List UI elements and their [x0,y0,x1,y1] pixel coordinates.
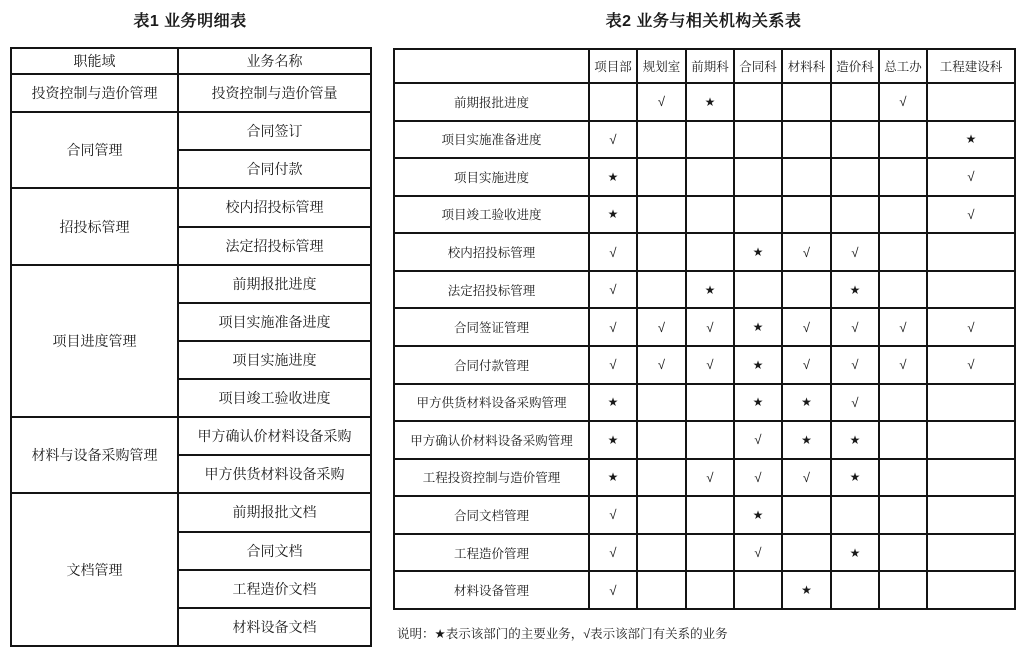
domain-cell: 合同管理 [11,112,178,188]
table1-header-business: 业务名称 [178,48,371,74]
table2-title: 表2 业务与相关机构关系表 [605,13,802,30]
empty-mark-cell [927,384,1015,422]
table2-row [394,196,1015,234]
primary-mark-cell: ★ [734,308,782,346]
primary-mark-cell: ★ [927,121,1015,159]
empty-mark-cell [879,196,927,234]
empty-mark-cell [927,271,1015,309]
related-mark-cell: √ [686,308,734,346]
related-mark-cell: √ [637,83,686,121]
empty-mark-cell [927,571,1015,609]
primary-mark-cell: ★ [831,534,879,572]
table2-row [394,571,1015,609]
business-name-cell: 工程造价文档 [178,570,371,608]
business-name-cell: 校内招投标管理 [394,233,589,271]
empty-mark-cell [686,158,734,196]
related-mark-cell: √ [686,346,734,384]
business-name-cell: 校内招投标管理 [178,188,371,226]
business-name-cell: 合同付款管理 [394,346,589,384]
primary-mark-cell: ★ [589,459,637,497]
table2-row [394,308,1015,346]
business-name-cell: 项目竣工验收进度 [394,196,589,234]
empty-mark-cell [879,384,927,422]
related-mark-cell: √ [831,308,879,346]
related-mark-cell: √ [782,308,831,346]
empty-mark-cell [879,496,927,534]
empty-mark-cell [686,421,734,459]
primary-mark-cell: ★ [831,421,879,459]
table1-row [11,112,371,150]
related-mark-cell: √ [927,196,1015,234]
empty-mark-cell [637,534,686,572]
table2-row [394,233,1015,271]
empty-mark-cell [686,233,734,271]
business-detail-table [10,47,372,647]
related-mark-cell: √ [927,308,1015,346]
related-mark-cell: √ [927,346,1015,384]
primary-mark-cell: ★ [589,196,637,234]
business-org-relation-table [393,48,1016,610]
primary-mark-cell: ★ [782,421,831,459]
empty-mark-cell [637,271,686,309]
empty-mark-cell [637,459,686,497]
business-name-cell: 项目实施进度 [178,341,371,379]
related-mark-cell: √ [589,496,637,534]
related-mark-cell: √ [831,346,879,384]
business-name-cell: 法定招投标管理 [394,271,589,309]
business-name-cell: 材料设备管理 [394,571,589,609]
table2-row [394,121,1015,159]
business-name-cell: 项目竣工验收进度 [178,379,371,417]
business-name-cell: 项目实施进度 [394,158,589,196]
empty-mark-cell [879,158,927,196]
table1-header-row [11,48,371,74]
domain-cell: 投资控制与造价管理 [11,74,178,112]
primary-mark-cell: ★ [734,346,782,384]
empty-mark-cell [782,158,831,196]
table2-row [394,496,1015,534]
empty-mark-cell [782,121,831,159]
primary-mark-cell: ★ [734,233,782,271]
empty-mark-cell [734,196,782,234]
related-mark-cell: √ [589,271,637,309]
table1-row [11,493,371,531]
empty-mark-cell [637,384,686,422]
empty-mark-cell [637,496,686,534]
empty-mark-cell [879,571,927,609]
empty-mark-cell [686,496,734,534]
related-mark-cell: √ [734,534,782,572]
related-mark-cell: √ [589,121,637,159]
related-mark-cell: √ [589,534,637,572]
primary-mark-cell: ★ [686,83,734,121]
business-name-cell: 工程造价管理 [394,534,589,572]
empty-mark-cell [637,233,686,271]
empty-mark-cell [927,459,1015,497]
empty-mark-cell [686,384,734,422]
table2-row [394,459,1015,497]
related-mark-cell: √ [589,233,637,271]
related-mark-cell: √ [782,346,831,384]
legend-note: 说明：★表示该部门的主要业务，√表示该部门有关系的业务 [397,627,728,641]
business-name-cell: 甲方供货材料设备采购管理 [394,384,589,422]
related-mark-cell: √ [879,346,927,384]
primary-mark-cell: ★ [589,421,637,459]
table1-title: 表1 业务明细表 [133,13,247,30]
primary-mark-cell: ★ [831,459,879,497]
business-name-cell: 项目实施准备进度 [178,303,371,341]
related-mark-cell: √ [734,459,782,497]
business-name-cell: 项目实施准备进度 [394,121,589,159]
related-mark-cell: √ [927,158,1015,196]
table1-body [11,74,371,646]
empty-mark-cell [927,496,1015,534]
empty-mark-cell [637,121,686,159]
empty-mark-cell [734,121,782,159]
table1-row [11,265,371,303]
empty-mark-cell [879,421,927,459]
empty-mark-cell [879,271,927,309]
empty-mark-cell [927,534,1015,572]
business-name-cell: 合同签订 [178,112,371,150]
empty-mark-cell [734,271,782,309]
related-mark-cell: √ [589,308,637,346]
related-mark-cell: √ [879,308,927,346]
table1-header-domain: 职能域 [11,48,178,74]
empty-mark-cell [782,196,831,234]
empty-mark-cell [686,121,734,159]
business-name-cell: 合同签证管理 [394,308,589,346]
domain-cell: 文档管理 [11,493,178,646]
primary-mark-cell: ★ [831,271,879,309]
related-mark-cell: √ [637,346,686,384]
empty-mark-cell [686,196,734,234]
table2-row [394,158,1015,196]
empty-mark-cell [686,571,734,609]
table2-row [394,346,1015,384]
table2-corner-cell [394,49,589,83]
empty-mark-cell [927,83,1015,121]
empty-mark-cell [782,83,831,121]
related-mark-cell: √ [831,384,879,422]
org-column-header: 合同科 [734,49,782,83]
primary-mark-cell: ★ [686,271,734,309]
business-name-cell: 甲方供货材料设备采购 [178,455,371,493]
table2-row [394,271,1015,309]
org-column-header: 总工办 [879,49,927,83]
related-mark-cell: √ [589,571,637,609]
table1-row [11,74,371,112]
org-column-header: 材料科 [782,49,831,83]
business-name-cell: 材料设备文档 [178,608,371,646]
business-name-cell: 甲方确认价材料设备采购 [178,417,371,455]
related-mark-cell: √ [879,83,927,121]
table1-row [11,188,371,226]
empty-mark-cell [831,121,879,159]
related-mark-cell: √ [782,233,831,271]
empty-mark-cell [831,496,879,534]
org-column-header: 前期科 [686,49,734,83]
domain-cell: 项目进度管理 [11,265,178,418]
empty-mark-cell [831,571,879,609]
empty-mark-cell [879,121,927,159]
primary-mark-cell: ★ [589,158,637,196]
empty-mark-cell [637,196,686,234]
business-name-cell: 合同文档 [178,532,371,570]
empty-mark-cell [734,571,782,609]
empty-mark-cell [927,233,1015,271]
related-mark-cell: √ [637,308,686,346]
org-column-header: 规划室 [637,49,686,83]
related-mark-cell: √ [686,459,734,497]
empty-mark-cell [734,83,782,121]
empty-mark-cell [831,196,879,234]
table2-row [394,384,1015,422]
related-mark-cell: √ [589,346,637,384]
business-name-cell: 投资控制与造价管量 [178,74,371,112]
table2-header-row [394,49,1015,83]
primary-mark-cell: ★ [734,496,782,534]
business-name-cell: 前期报批进度 [394,83,589,121]
org-column-header: 工程建设科 [927,49,1015,83]
empty-mark-cell [782,271,831,309]
business-name-cell: 前期报批文档 [178,493,371,531]
empty-mark-cell [831,83,879,121]
empty-mark-cell [589,83,637,121]
related-mark-cell: √ [831,233,879,271]
business-name-cell: 合同付款 [178,150,371,188]
org-column-header: 项目部 [589,49,637,83]
empty-mark-cell [637,571,686,609]
domain-cell: 材料与设备采购管理 [11,417,178,493]
empty-mark-cell [637,158,686,196]
domain-cell: 招投标管理 [11,188,178,264]
business-name-cell: 合同文档管理 [394,496,589,534]
related-mark-cell: √ [782,459,831,497]
table1-row [11,417,371,455]
empty-mark-cell [782,534,831,572]
empty-mark-cell [927,421,1015,459]
primary-mark-cell: ★ [734,384,782,422]
empty-mark-cell [637,421,686,459]
empty-mark-cell [734,158,782,196]
empty-mark-cell [879,534,927,572]
table2-body [394,83,1015,609]
primary-mark-cell: ★ [782,384,831,422]
business-name-cell: 甲方确认价材料设备采购管理 [394,421,589,459]
table2-row [394,83,1015,121]
business-name-cell: 前期报批进度 [178,265,371,303]
primary-mark-cell: ★ [782,571,831,609]
empty-mark-cell [782,496,831,534]
table2-row [394,421,1015,459]
related-mark-cell: √ [734,421,782,459]
business-name-cell: 工程投资控制与造价管理 [394,459,589,497]
empty-mark-cell [879,233,927,271]
empty-mark-cell [831,158,879,196]
primary-mark-cell: ★ [589,384,637,422]
business-name-cell: 法定招投标管理 [178,227,371,265]
org-column-header: 造价科 [831,49,879,83]
table2-row [394,534,1015,572]
empty-mark-cell [879,459,927,497]
empty-mark-cell [686,534,734,572]
